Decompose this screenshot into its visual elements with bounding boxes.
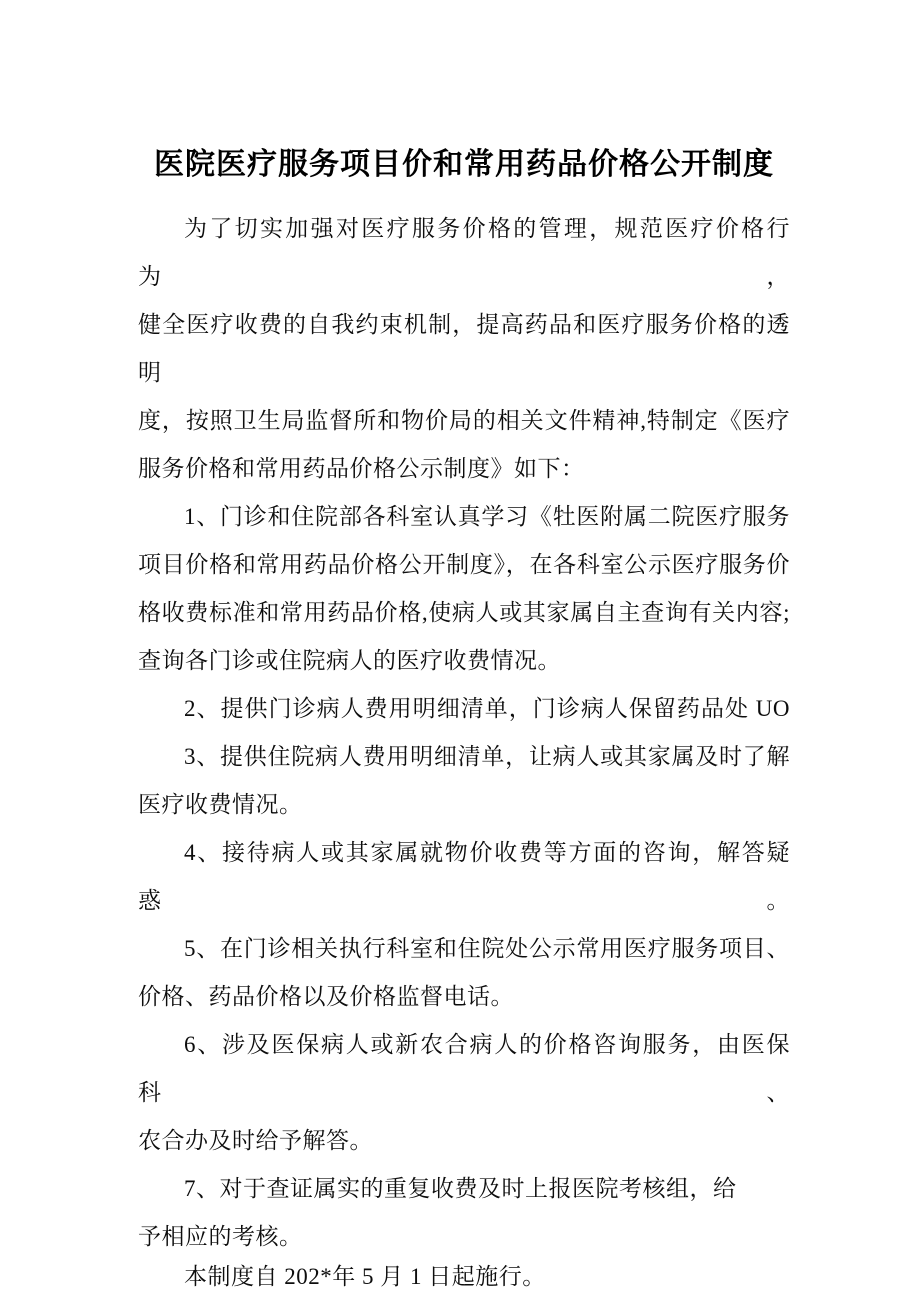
document-content: [138, 143, 790, 1293]
page-title: 医院医疗服务项目价和常用药品价格公开制度: [154, 148, 774, 181]
item-2-paragraph: [138, 685, 790, 733]
item-5-paragraph: [138, 925, 790, 1021]
item-1-paragraph: [138, 493, 790, 685]
text-line: 医疗收费情况。: [138, 792, 303, 817]
item-6-paragraph: [138, 1021, 790, 1165]
text-line: 项目价格和常用药品价格公开制度》，在各科室公示医疗服务价: [138, 552, 790, 577]
text-line: 格收费标准和常用药品价格,使病人或其家属自主查询有关内容;: [138, 600, 790, 625]
text-line: 本制度自 202*年 5 月 1 日起施行。: [184, 1264, 546, 1289]
item-4-paragraph: [138, 829, 790, 925]
text-line: 查询各门诊或住院病人的医疗收费情况。: [138, 648, 561, 673]
text-line: 服务价格和常用药品价格公示制度》如下：: [138, 456, 585, 481]
text-line: 3、提供住院病人费用明细清单，让病人或其家属及时了解: [184, 744, 790, 769]
text-line: 度，按照卫生局监督所和物价局的相关文件精神,特制定《医疗: [138, 408, 790, 433]
text-line: 价格、药品价格以及价格监督电话。: [138, 984, 514, 1009]
text-line: 1、门诊和住院部各科室认真学习《牡医附属二院医疗服务: [184, 504, 790, 529]
text-line: 7、对于查证属实的重复收费及时上报医院考核组，给: [184, 1176, 737, 1201]
text-line: 2、提供门诊病人费用明细清单，门诊病人保留药品处 UO: [184, 696, 790, 721]
item-3-paragraph: [138, 733, 790, 829]
item-7-paragraph: [138, 1165, 790, 1261]
text-line: 为了切实加强对医疗服务价格的管理，规范医疗价格行为，: [138, 216, 790, 289]
document-body: [138, 205, 790, 1293]
effective-date-paragraph: [138, 1261, 790, 1293]
text-line: 健全医疗收费的自我约束机制，提高药品和医疗服务价格的透明: [138, 312, 790, 385]
intro-paragraph: [138, 205, 790, 493]
text-line: 农合办及时给予解答。: [138, 1128, 373, 1153]
text-line: 予相应的考核。: [138, 1224, 303, 1249]
text-line: 5、在门诊相关执行科室和住院处公示常用医疗服务项目、: [184, 936, 790, 961]
text-line: 4、接待病人或其家属就物价收费等方面的咨询，解答疑惑。: [138, 840, 790, 913]
text-line: 6、涉及医保病人或新农合病人的价格咨询服务，由医保科、: [138, 1032, 790, 1105]
